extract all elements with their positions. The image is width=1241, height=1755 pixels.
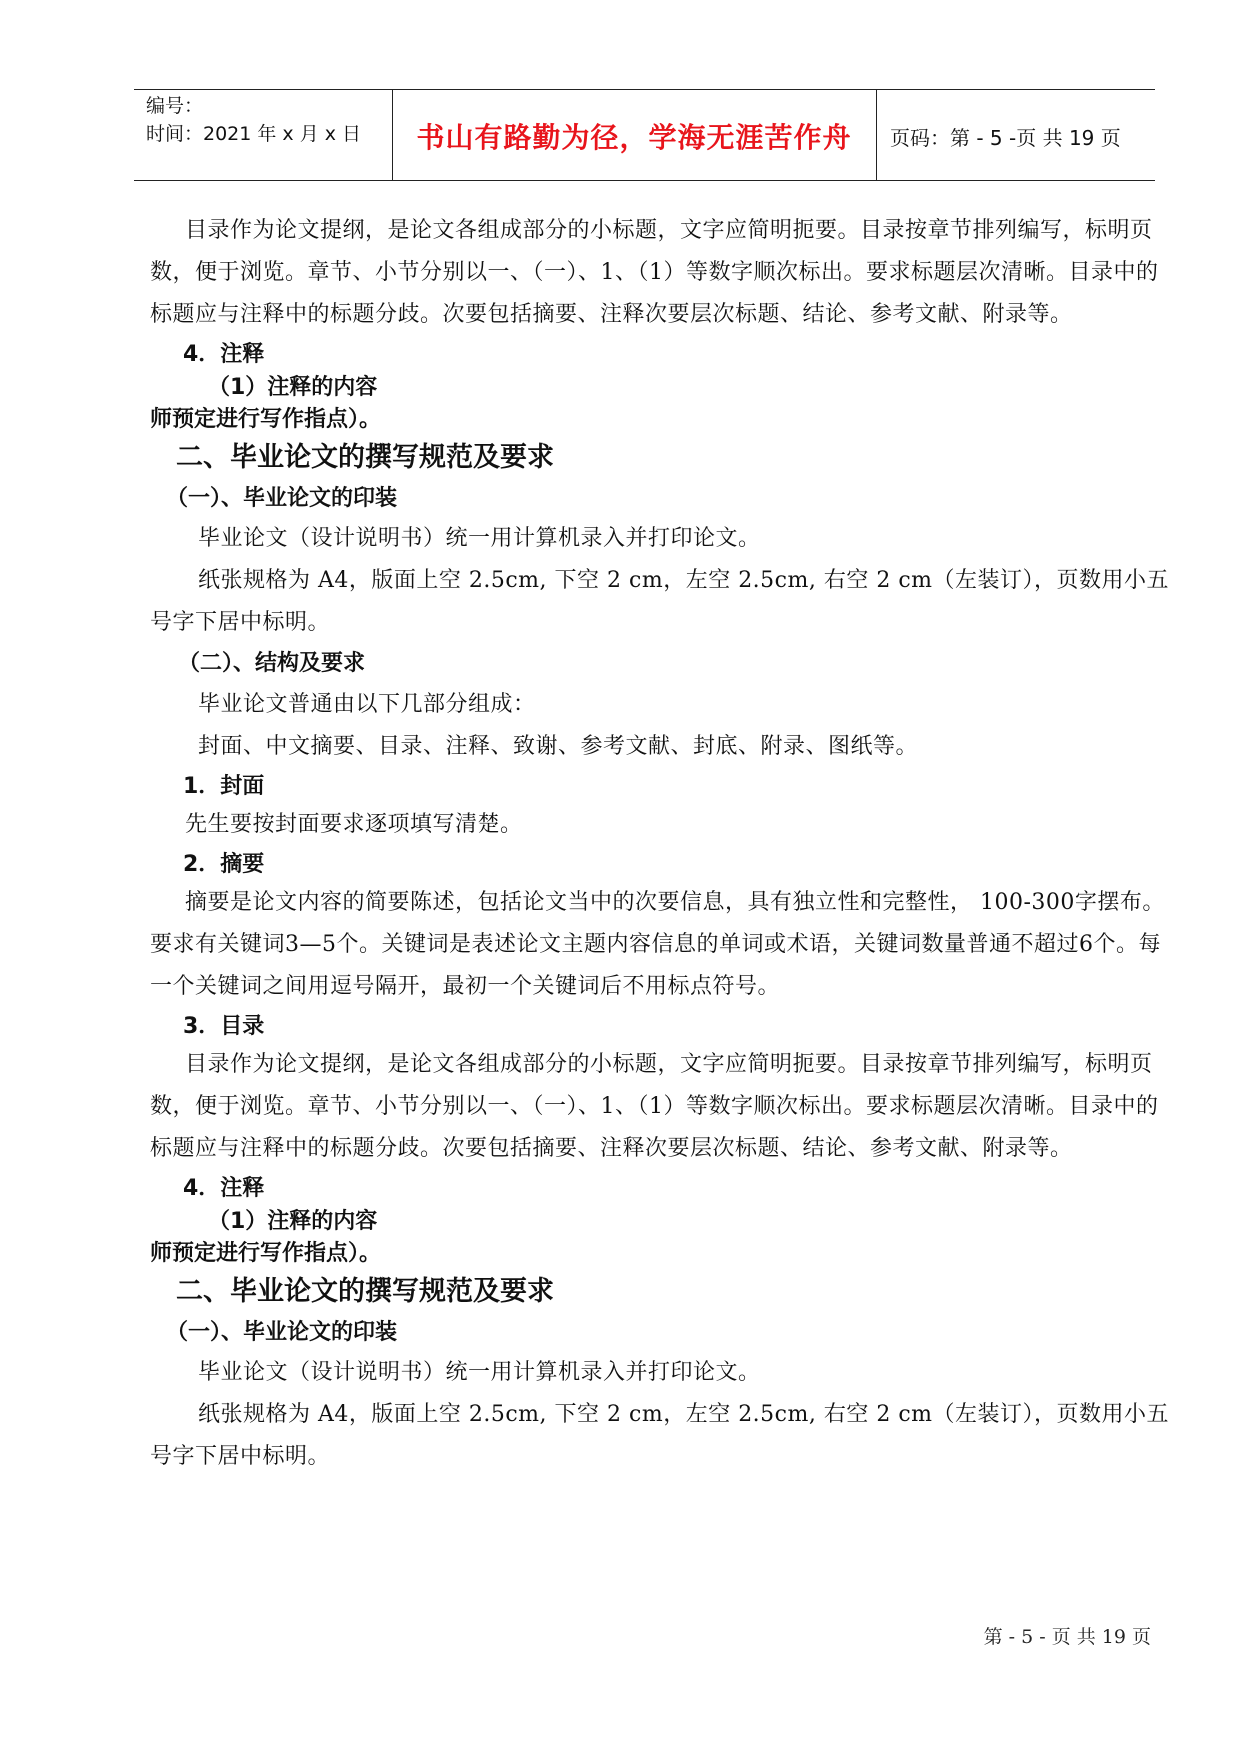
section-heading-spec: 二、毕业论文的撰写规范及要求 (176, 442, 554, 473)
heading-toc: 3．目录 (183, 1014, 265, 1039)
header-page-info: 页码：第 - 5 -页 共 19 页 (890, 125, 1121, 150)
paragraph-print-2-repeat: 纸张规格为 A4，版面上空 2.5cm, 下空 2 cm，左空 2.5cm, 右空 2 cm（左装订），页数用小五号字下居中标明。 (150, 1402, 1170, 1469)
header-motto: 书山有路勤为径，学海无涯苦作舟 (416, 121, 852, 154)
subsection-heading-print: （一）、毕业论文的印装 (166, 486, 398, 511)
page-footer: 第 - 5 - 页 共 19 页 (983, 1626, 1151, 1648)
paragraph-toc: 目录作为论文提纲，是论文各组成部分的小标题，文字应简明扼要。目录按章节排列编写，标明页数，便于浏览。章节、小节分别以一、（一）、1、（1）等数字顺次标出。要求标题层次清晰。目录中的标题应与注释中的标题分歧。次要包括摘要、注释次要层次标题、结论、参考文献、附录等。 (150, 1052, 1159, 1161)
paragraph-structure-2: 封面、中文摘要、目录、注释、致谢、参考文献、封底、附录、图纸等。 (198, 734, 919, 759)
heading-abstract: 2．摘要 (183, 852, 265, 877)
paragraph-structure-1: 毕业论文普通由以下几部分组成： (198, 692, 536, 717)
paragraph-print-1: 毕业论文（设计说明书）统一用计算机录入并打印论文。 (198, 526, 761, 551)
paragraph-print-1-repeat: 毕业论文（设计说明书）统一用计算机录入并打印论文。 (198, 1360, 761, 1385)
subsection-heading-print-repeat: （一）、毕业论文的印装 (166, 1320, 398, 1345)
paragraph-cover: 先生要按封面要求逐项填写清楚。 (185, 812, 523, 837)
page-header-table (134, 89, 1155, 181)
subheading-notes-content-repeat: （1）注释的内容 (208, 1209, 378, 1234)
section-heading-spec-repeat: 二、毕业论文的撰写规范及要求 (176, 1276, 554, 1307)
teacher-guidance-line: 师预定进行写作指点）。 (150, 407, 382, 432)
heading-notes-repeat: 4．注释 (183, 1176, 265, 1201)
paragraph-print-2: 纸张规格为 A4，版面上空 2.5cm, 下空 2 cm，左空 2.5cm, 右空 2 cm（左装订），页数用小五号字下居中标明。 (150, 568, 1170, 635)
document-body (150, 210, 1170, 1478)
header-divider (876, 90, 877, 180)
document-number-label: 编号： (146, 95, 204, 117)
document-time-label: 时间：2021 年 x 月 x 日 (146, 123, 362, 145)
subheading-notes-content: （1）注释的内容 (208, 375, 378, 400)
heading-notes: 4．注释 (183, 342, 265, 367)
heading-cover: 1．封面 (183, 774, 265, 799)
paragraph-toc-intro: 目录作为论文提纲，是论文各组成部分的小标题，文字应简明扼要。目录按章节排列编写，标明页数，便于浏览。章节、小节分别以一、（一）、1、（1）等数字顺次标出。要求标题层次清晰。目录中的标题应与注释中的标题分歧。次要包括摘要、注释次要层次标题、结论、参考文献、附录等。 (150, 218, 1159, 327)
teacher-guidance-line-repeat: 师预定进行写作指点）。 (150, 1241, 382, 1266)
paragraph-abstract: 摘要是论文内容的简要陈述，包括论文当中的次要信息，具有独立性和完整性， 100-300字摆布。要求有关键词3—5个。关键词是表述论文主题内容信息的单词或术语，关键词数量普通不超过6个。每一个关键词之间用逗号隔开，最初一个关键词后不用标点符号。 (150, 890, 1165, 999)
header-meta (146, 92, 361, 148)
subsection-heading-structure: （二）、结构及要求 (178, 651, 366, 676)
